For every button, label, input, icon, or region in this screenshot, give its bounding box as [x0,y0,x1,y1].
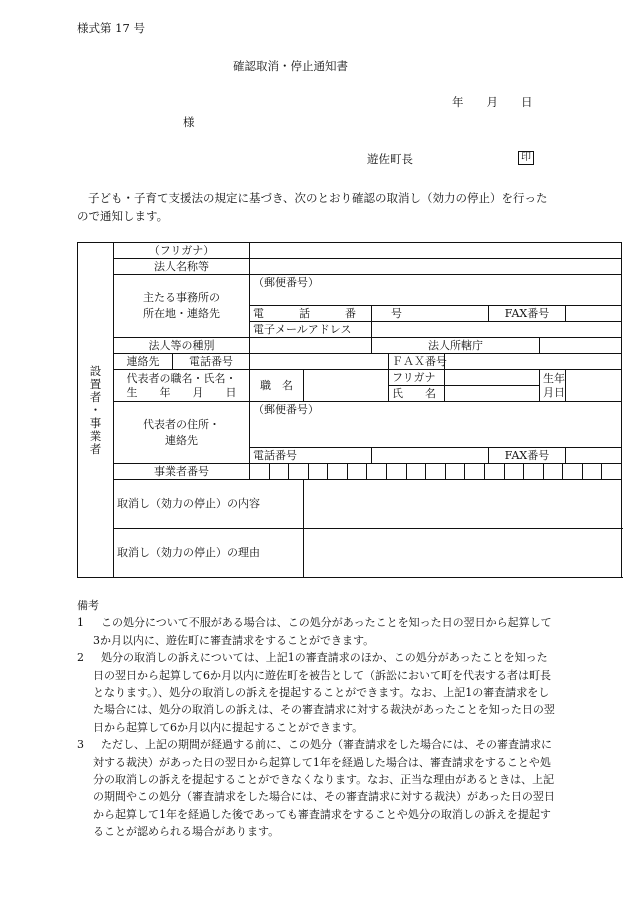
business-no-field[interactable] [250,464,622,480]
furigana2-label: フリガナ [389,370,445,386]
email-field[interactable] [372,322,622,338]
date-line: 年 月 日 [452,95,533,109]
rep-name-field[interactable] [445,386,540,402]
name-label: 氏 名 [389,386,445,402]
seal-mark [518,151,534,165]
note-item: 1 この処分について不服がある場合は、この処分があったことを知った日の翌日から起算して3か月以内に、遊佐町に審査請求をすることができます。 [77,616,552,647]
contact-phone-field[interactable] [250,354,389,370]
rep-postal-label: （郵便番号） [250,402,622,418]
birth-label: 生年 月日 [540,370,566,402]
content-label: 取消し（効力の停止）の内容 [114,480,304,529]
corp-type-label: 法人等の種別 [114,338,250,354]
contact-label: 連絡先 [114,354,173,370]
furigana-label: （フリガナ） [114,243,250,259]
corp-type-field[interactable] [250,338,372,354]
rep-fax-field[interactable] [566,448,622,464]
issuer: 遊佐町長 [367,152,413,166]
corp-name-label: 法人名称等 [114,259,250,275]
contact-fax-label: ＦＡＸ番号 [389,354,445,370]
rep-fax-label: FAX番号 [489,448,566,464]
main-office-label: 主たる事務所の 所在地・連絡先 [114,275,250,338]
seal-text: 印 [518,151,534,165]
rep-furigana-field[interactable] [445,370,540,386]
reason-field[interactable] [304,529,622,578]
form-table [77,242,622,578]
job-field[interactable] [304,370,389,402]
furigana-field[interactable] [250,243,622,259]
fax-label: FAX番号 [489,306,566,322]
addressee: 様 [183,115,195,129]
email-label: 電子メールアドレス [250,322,372,338]
rep-phone-label: 電話番号 [250,448,372,464]
fax-field[interactable] [566,306,622,322]
notes [77,597,557,841]
section-label: 設 置 者 ・ 事 業 者 [78,243,114,578]
corp-name-field[interactable] [250,259,622,275]
document-title: 確認取消・停止通知書 [233,59,348,73]
business-no-label: 事業者番号 [114,464,250,480]
content-field[interactable] [304,480,622,529]
corp-authority-field[interactable] [540,338,622,354]
rep-phone-field[interactable] [372,448,489,464]
rep-address-field[interactable] [250,417,622,432]
reason-label: 取消し（効力の停止）の理由 [114,529,304,578]
corp-authority-label: 法人所轄庁 [372,338,540,354]
form-number: 様式第 17 号 [77,21,145,35]
contact-phone-label: 電話番号 [173,354,250,370]
rep-title-label: 代表者の職名・氏名・ 生 年 月 日 [114,370,250,402]
note-item: 3 ただし、上記の期間が経過する前に、この処分（審査請求をした場合には、その審査請求に対する裁決）があった日の翌日から起算して1年を経過した場合は、審査請求をすることや処分の取消しの訴えを提起することができなくなります。なお、正当な理由があるときは、上記の期間やこの処分（審査請求をした場合には、その審査請求に対する裁決）があった日の翌日から起算して1年を経過した後であっても審査請求をすることや処分の取消しの訴えを提起することが認められる場合があります。 [77,738,555,839]
postal-label: （郵便番号） [250,275,622,291]
birth-field[interactable] [566,370,622,402]
rep-address-field-2[interactable] [250,432,622,448]
rep-address-label: 代表者の住所・ 連絡先 [114,402,250,464]
notes-heading: 備考 [77,599,99,612]
job-label: 職 名 [250,370,304,402]
main-office-address-field[interactable] [250,290,622,306]
intro-text: 子ども・子育て支援法の規定に基づき、次のとおり確認の取消し（効力の停止）を行ったので通知します。 [77,191,548,223]
note-item: 2 処分の取消しの訴えについては、上記1の審査請求のほか、この処分があったことを知った日の翌日から起算して6か月以内に遊佐町を被告として（訴訟において町を代表する者は町長となります。）、処分の取消しの訴えを提起することができます。なお、上記1の審査請求をした場合には、処分の取消しの訴えは、その審査請求に対する裁決があったことを知った日の翌日から起算して6か月以内に提起することができます。 [77,651,555,734]
phone-label: 電 話 番 号 [250,306,372,322]
contact-fax-field[interactable] [445,354,622,370]
